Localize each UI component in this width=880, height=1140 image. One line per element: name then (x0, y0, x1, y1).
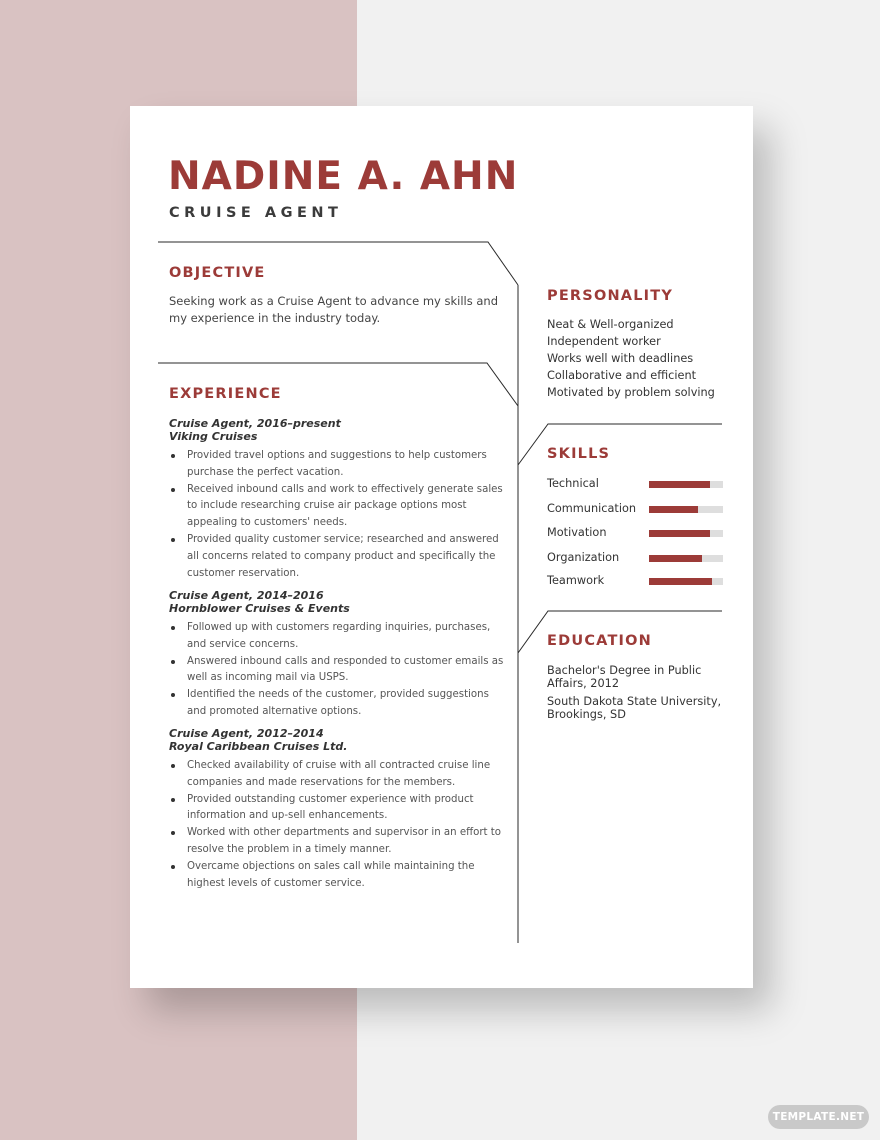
skill-bar-track (649, 578, 723, 585)
skill-bar-fill (649, 530, 710, 537)
job-duty (169, 532, 504, 582)
job-entry-company: Royal Caribbean Cruises Ltd. (169, 740, 348, 753)
candidate-name: NADINE A. AHN (168, 154, 519, 199)
personality-item: Neat & Well-organized (547, 318, 674, 331)
skill-row (547, 502, 723, 516)
job-title: CRUISE AGENT (169, 205, 343, 221)
skill-bar-track (649, 506, 723, 513)
skill-bar-fill (649, 555, 702, 562)
job-duty (169, 792, 504, 826)
job-duty-text: Provided travel options and suggestions to help customers purchase the perfect vacation. (187, 450, 487, 478)
job-entry-title: Cruise Agent, 2016–present (169, 417, 341, 430)
bullet-dot (171, 693, 175, 697)
job-duties-list (169, 758, 504, 892)
job-entry-title: Cruise Agent, 2014–2016 (169, 589, 324, 602)
job-duty (169, 482, 504, 532)
job-duty-text: Answered inbound calls and responded to customer emails as well as incoming mail via USPS. (187, 655, 504, 684)
skill-label: Teamwork (547, 574, 605, 587)
skill-row (547, 526, 723, 540)
personality-item: Motivated by problem solving (547, 386, 715, 399)
job-duty (169, 687, 504, 721)
bullet-dot (171, 626, 175, 630)
skill-bar-fill (649, 578, 712, 585)
job-entry-title: Cruise Agent, 2012–2014 (169, 727, 324, 740)
personality-list (547, 316, 715, 401)
education-heading: EDUCATION (547, 633, 653, 649)
job-entry (169, 727, 504, 892)
job-duty-text: Checked availability of cruise with all contracted cruise line companies and made reservations for the members. (187, 760, 491, 788)
bullet-dot (171, 798, 175, 802)
job-entry (169, 417, 504, 582)
education-school: South Dakota State University, Brookings, SD (547, 695, 722, 721)
job-duty (169, 825, 504, 859)
bullet-dot (171, 831, 175, 835)
job-duty-text: Received inbound calls and work to effectively generate sales to include researching cruise air package options most appealing to customers' needs. (187, 483, 503, 529)
skill-label: Technical (547, 477, 599, 490)
skill-row (547, 477, 723, 491)
skill-bar-track (649, 555, 723, 562)
skill-bar-track (649, 530, 723, 537)
bullet-dot (171, 538, 175, 542)
bullet-dot (171, 454, 175, 458)
job-duty-text: Worked with other departments and supervisor in an effort to resolve the problem in a timely manner. (187, 827, 502, 855)
skill-row (547, 574, 723, 588)
education-degree: Bachelor's Degree in Public Affairs, 2012 (547, 664, 702, 690)
skills-heading: SKILLS (547, 446, 611, 462)
bullet-dot (171, 764, 175, 768)
skill-label: Organization (547, 551, 620, 564)
bullet-dot (171, 660, 175, 664)
job-duty (169, 758, 504, 792)
template-net-watermark: TEMPLATE.NET (768, 1105, 869, 1129)
personality-item: Collaborative and efficient (547, 369, 697, 382)
job-duty-text: Followed up with customers regarding inquiries, purchases, and service concerns. (187, 622, 491, 650)
personality-item: Works well with deadlines (547, 352, 694, 365)
job-entry-company: Hornblower Cruises & Events (169, 602, 350, 615)
job-entry-company: Viking Cruises (169, 430, 258, 443)
personality-item: Independent worker (547, 335, 661, 348)
job-duties-list (169, 620, 504, 721)
bullet-dot (171, 488, 175, 492)
skill-label: Motivation (547, 526, 607, 539)
job-duty-text: Identified the needs of the customer, provided suggestions and promoted alternative options. (187, 689, 489, 717)
job-duty-text: Provided quality customer service; researched and answered all concerns related to company product and specifically the customer reservation. (187, 533, 499, 579)
bullet-dot (171, 865, 175, 869)
job-duties-list (169, 448, 504, 582)
objective-heading: OBJECTIVE (169, 265, 266, 281)
resume-page (130, 106, 753, 988)
job-duty (169, 859, 504, 893)
objective-text: Seeking work as a Cruise Agent to advance my skills and my experience in the industry today. (169, 294, 499, 325)
job-entry (169, 589, 504, 721)
personality-heading: PERSONALITY (547, 288, 674, 304)
experience-heading: EXPERIENCE (169, 386, 282, 402)
skill-row (547, 551, 723, 565)
job-duty (169, 448, 504, 482)
job-duty (169, 620, 504, 654)
skill-bar-track (649, 481, 723, 488)
job-duty-text: Overcame objections on sales call while maintaining the highest levels of customer service. (187, 860, 475, 889)
job-duty-text: Provided outstanding customer experience with product information and up-sell enhancements. (187, 793, 474, 822)
skill-bar-fill (649, 506, 698, 513)
job-duty (169, 654, 504, 688)
skill-bar-fill (649, 481, 710, 488)
skill-label: Communication (547, 502, 637, 515)
